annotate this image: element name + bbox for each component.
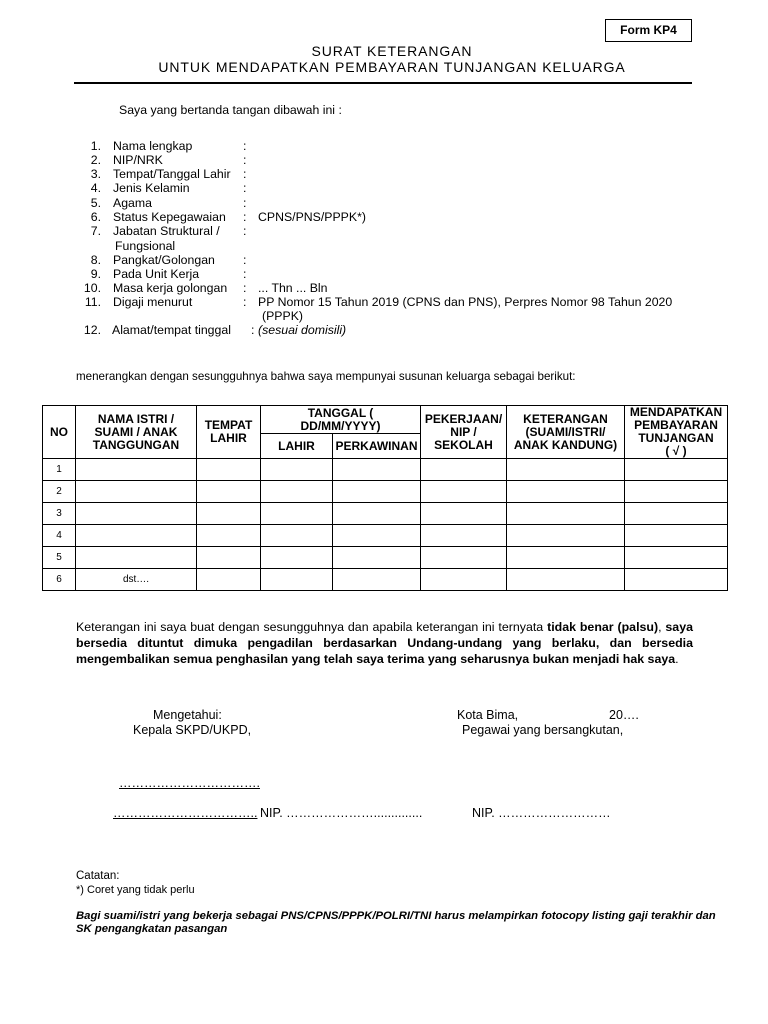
field-value-status: CPNS/PNS/PPPK*) — [258, 210, 366, 224]
header-text: (SUAMI/ISTRI/ — [525, 424, 606, 439]
place-label: Kota Bima, — [457, 708, 519, 722]
cell — [333, 525, 421, 547]
cell — [421, 459, 507, 481]
header-text: TEMPAT — [204, 418, 253, 432]
header-text: TUNJANGAN — [638, 431, 714, 445]
field-number: 10. — [83, 281, 101, 295]
field-number: 2. — [90, 153, 101, 167]
field-label-position-cont: Fungsional — [115, 239, 176, 253]
statement-text: menerangkan dengan sesungguhnya bahwa saya mempunyai susunan keluarga sebagai berikut: — [76, 370, 576, 383]
row-number: 1 — [43, 459, 76, 481]
cell — [333, 459, 421, 481]
field-colon: : — [243, 267, 247, 281]
cell — [625, 481, 728, 503]
cell — [261, 569, 333, 591]
head-name-line: …………………………….. — [113, 806, 258, 820]
header-text: PEKERJAAN/ — [424, 411, 503, 426]
header-occupation — [421, 406, 507, 459]
field-label-position: Jabatan Struktural / — [113, 224, 220, 238]
field-number: 1. — [90, 139, 101, 153]
field-value-tenure: ... Thn ... Bln — [258, 281, 328, 295]
field-label-religion: Agama — [113, 196, 152, 210]
cell — [421, 481, 507, 503]
header-text: SEKOLAH — [434, 437, 493, 452]
field-colon: : — [251, 323, 255, 337]
header-date — [261, 406, 421, 434]
field-colon: : — [243, 224, 247, 238]
field-label-rank: Pangkat/Golongan — [113, 253, 215, 267]
row-number: 4 — [43, 525, 76, 547]
field-label-birth: Tempat/Tanggal Lahir — [113, 167, 231, 181]
field-value-salary-basis-cont: (PPPK) — [262, 309, 303, 323]
field-label-address: Alamat/tempat tinggal — [112, 323, 231, 337]
cell — [625, 547, 728, 569]
cell — [333, 481, 421, 503]
field-value-address: (sesuai domisili) — [258, 323, 347, 337]
notes-item: *) Coret yang tidak perlu — [76, 884, 195, 896]
header-text: DD/MM/YYYY) — [300, 418, 381, 433]
field-colon: : — [243, 210, 247, 224]
header-text: ANAK KANDUNG) — [513, 437, 618, 452]
declaration-text: , — [658, 620, 662, 634]
cell — [197, 525, 261, 547]
cell — [76, 481, 197, 503]
row-number: 5 — [43, 547, 76, 569]
cell — [76, 503, 197, 525]
table-row — [43, 547, 728, 569]
row-number: 2 — [43, 481, 76, 503]
cell — [625, 525, 728, 547]
field-colon: : — [243, 153, 247, 167]
header-text: PEMBAYARAN — [634, 418, 718, 432]
header-date-marriage: PERKAWINAN — [333, 434, 421, 459]
cell — [333, 569, 421, 591]
row-number: 6 — [43, 569, 76, 591]
employee-nip-line: NIP. ……………………… — [472, 806, 611, 820]
cell — [197, 569, 261, 591]
field-label-status: Status Kepegawaian — [113, 210, 226, 224]
header-remarks — [507, 406, 625, 459]
field-number: 7. — [90, 224, 101, 238]
head-nip-line: NIP. ………………….............. — [260, 806, 423, 820]
row-number: 3 — [43, 503, 76, 525]
cell — [333, 547, 421, 569]
important-note-line2: SK pengangkatan pasangan — [76, 923, 228, 935]
field-colon: : — [243, 181, 247, 195]
cell — [197, 547, 261, 569]
cell — [421, 503, 507, 525]
title-line-1: SURAT KETERANGAN — [311, 43, 473, 59]
employee-label: Pegawai yang bersangkutan, — [462, 723, 624, 737]
year-label: 20…. — [609, 708, 639, 722]
field-number: 4. — [90, 181, 101, 195]
cell — [76, 525, 197, 547]
cell — [76, 547, 197, 569]
field-colon: : — [243, 167, 247, 181]
cell — [421, 525, 507, 547]
table-row — [43, 569, 728, 591]
head-label: Kepala SKPD/UKPD, — [133, 723, 252, 737]
header-text: SUAMI / ANAK — [94, 424, 178, 439]
field-label-gender: Jenis Kelamin — [113, 181, 190, 195]
field-colon: : — [243, 196, 247, 210]
table-row — [43, 481, 728, 503]
header-birthplace — [197, 406, 261, 459]
cell — [507, 525, 625, 547]
title-line-2: UNTUK MENDAPATKAN PEMBAYARAN TUNJANGAN KELUARGA — [158, 59, 626, 75]
cell — [197, 459, 261, 481]
field-label-tenure: Masa kerja golongan — [113, 281, 228, 295]
field-colon: : — [243, 253, 247, 267]
cell — [625, 569, 728, 591]
cell — [197, 481, 261, 503]
cell — [507, 569, 625, 591]
table-row — [43, 459, 728, 481]
header-text: TANGGUNGAN — [92, 437, 180, 452]
head-signature-line: ……………………………. — [119, 776, 260, 790]
cell — [261, 503, 333, 525]
field-label-salary-basis: Digaji menurut — [113, 295, 193, 309]
cell — [507, 459, 625, 481]
cell — [421, 547, 507, 569]
header-no: NO — [43, 406, 76, 459]
family-table — [42, 405, 728, 591]
field-colon: : — [243, 295, 247, 309]
title-rule — [74, 82, 692, 84]
cell — [625, 503, 728, 525]
declaration-paragraph — [76, 619, 693, 667]
cell — [507, 481, 625, 503]
field-number: 6. — [90, 210, 101, 224]
acknowledged-label: Mengetahui: — [153, 708, 222, 722]
table-row — [43, 525, 728, 547]
cell — [76, 459, 197, 481]
cell — [261, 481, 333, 503]
field-colon: : — [243, 281, 247, 295]
field-label-name: Nama lengkap — [113, 139, 193, 153]
field-number: 8. — [90, 253, 101, 267]
cell — [261, 459, 333, 481]
declaration-bold: saya bersedia dituntut dimuka pengadilan berdasarkan Undang-undang yang berlaku, dan bersedia mengembalikan semua penghasilan yang telah saya terima yang seharusnya bukan menjadi hak saya — [76, 620, 693, 666]
field-colon: : — [243, 139, 247, 153]
table-header-row — [43, 406, 728, 434]
cell — [421, 569, 507, 591]
cell — [507, 503, 625, 525]
header-text: ( √ ) — [665, 444, 687, 458]
table-row — [43, 503, 728, 525]
field-number: 5. — [90, 196, 101, 210]
field-value-salary-basis: PP Nomor 15 Tahun 2019 (CPNS dan PNS), Perpres Nomor 98 Tahun 2020 — [258, 295, 673, 309]
cell — [625, 459, 728, 481]
header-text: LAHIR — [210, 431, 247, 445]
cell — [261, 547, 333, 569]
intro-text: Saya yang bertanda tangan dibawah ini : — [119, 103, 342, 117]
important-note-line1: Bagi suami/istri yang bekerja sebagai PNS/CPNS/PPPK/POLRI/TNI harus melampirkan fotocopy listing gaji terakhir dan — [76, 910, 716, 922]
declaration-text: Keterangan ini saya buat dengan sesungguhnya dan apabila keterangan ini ternyata — [76, 620, 548, 634]
cell — [507, 547, 625, 569]
header-text: MENDAPATKAN — [629, 405, 723, 419]
declaration-text: . — [675, 652, 679, 666]
header-text: TANGGAL ( — [307, 405, 374, 420]
field-number: 11. — [84, 295, 101, 309]
field-number: 12. — [83, 323, 101, 337]
field-label-unit: Pada Unit Kerja — [113, 267, 200, 281]
field-number: 9. — [90, 267, 101, 281]
notes-heading: Catatan: — [76, 870, 120, 882]
cell — [333, 503, 421, 525]
header-text: NAMA ISTRI / — [97, 411, 175, 426]
header-allowance — [625, 406, 728, 459]
cell — [261, 525, 333, 547]
form-code-box: Form KP4 — [605, 19, 692, 42]
declaration-bold: tidak benar (palsu) — [547, 620, 659, 634]
header-text: KETERANGAN — [523, 411, 608, 426]
field-label-nip: NIP/NRK — [113, 153, 163, 167]
field-number: 3. — [90, 167, 101, 181]
header-text: NIP / — [450, 424, 477, 439]
cell-name: dst…. — [76, 569, 197, 591]
header-name — [76, 406, 197, 459]
header-date-birth: LAHIR — [261, 434, 333, 459]
cell — [197, 503, 261, 525]
